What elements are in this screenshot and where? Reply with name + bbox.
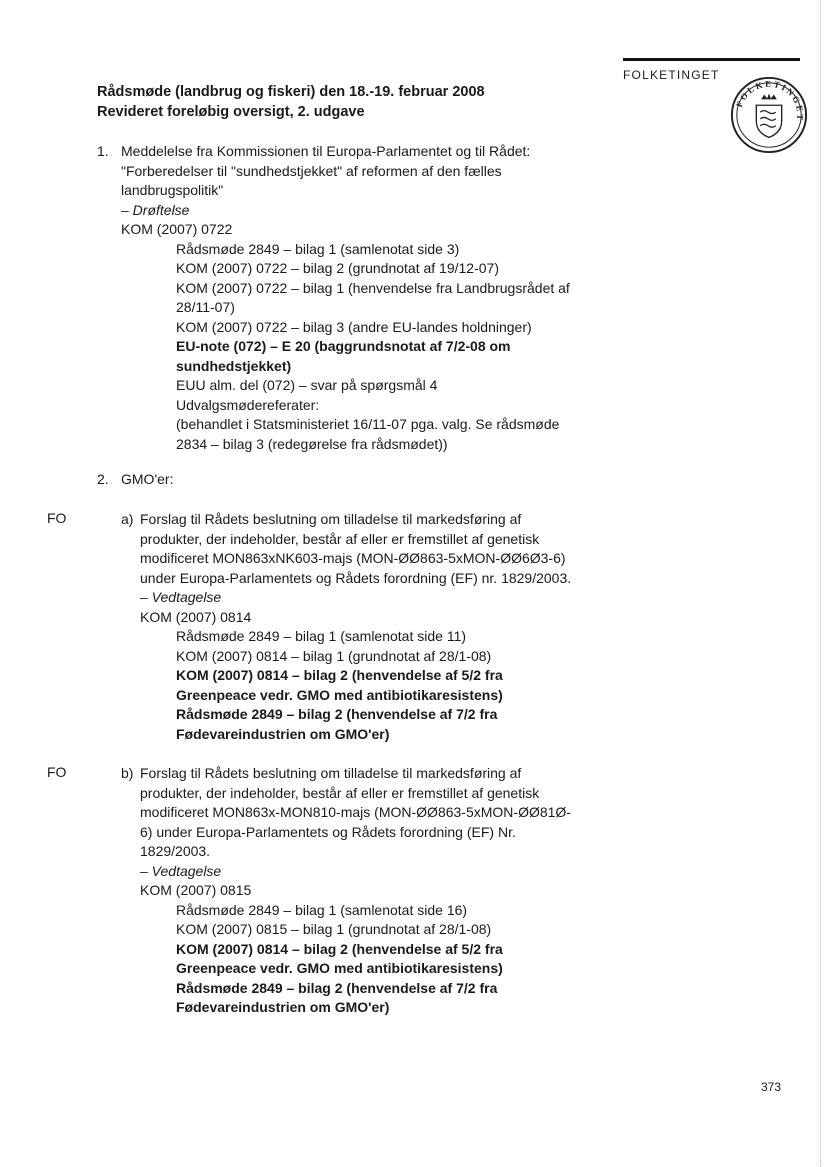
reference-line: KOM (2007) 0722 – bilag 3 (andre EU-landes holdninger)	[176, 318, 532, 335]
document-title	[97, 82, 485, 122]
item-2a-line: under Europa-Parlamentets og Rådets forordning (EF) nr. 1829/2003.	[140, 569, 572, 586]
item-1-mode: – Drøftelse	[121, 201, 190, 218]
reference-line: EUU alm. del (072) – svar på spørgsmål 4	[176, 377, 438, 393]
item-1-line: Meddelelse fra Kommissionen til Europa-Parlamentet og til Rådet:	[121, 143, 531, 159]
title-line-2: Revideret foreløbig oversigt, 2. udgave	[97, 104, 365, 120]
item-2b-marker: FO	[47, 764, 67, 780]
item-1-line: landbrugspolitik"	[121, 182, 224, 198]
reference-line: KOM (2007) 0815 – bilag 1 (grundnotat af 28/1-08)	[176, 921, 492, 937]
item-2a-mode: – Vedtagelse	[140, 589, 222, 605]
reference-line-bold: Fødevareindustrien om GMO'er)	[176, 999, 390, 1015]
reference-line-bold: Rådsmøde 2849 – bilag 2 (henvendelse af 7/2 fra	[176, 979, 498, 996]
reference-line-bold: Greenpeace vedr. GMO med antibiotikaresistens)	[176, 960, 503, 976]
reference-line: (behandlet i Statsministeriet 16/11-07 pga. valg. Se rådsmøde	[176, 416, 560, 432]
item-2a-line: modificeret MON863xNK603-majs (MON-ØØ863-5xMON-ØØ6Ø3-6)	[140, 550, 566, 566]
reference-line-bold: Fødevareindustrien om GMO'er)	[176, 725, 390, 742]
item-1	[121, 142, 530, 240]
folketinget-seal-icon	[730, 76, 808, 154]
item-2b-line: Forslag til Rådets beslutning om tilladelse til markedsføring af	[140, 765, 522, 781]
reference-line-bold: KOM (2007) 0814 – bilag 2 (henvendelse af 5/2 fra	[176, 940, 503, 957]
reference-line-bold: Rådsmøde 2849 – bilag 2 (henvendelse af 7/2 fra	[176, 706, 498, 722]
item-2b-letter: b)	[121, 765, 134, 781]
item-2a-letter: a)	[121, 511, 134, 527]
item-2b-references	[176, 901, 503, 1018]
reference-line: KOM (2007) 0722 – bilag 1 (henvendelse fra Landbrugsrådet af	[176, 279, 570, 296]
svg-text:FOLKETINGET: FOLKETINGET	[733, 78, 806, 123]
item-2a-references	[176, 627, 503, 744]
reference-line-bold: EU-note (072) – E 20 (baggrundsnotat af 7/2-08 om	[176, 338, 511, 354]
item-2b-mode: – Vedtagelse	[140, 862, 222, 879]
item-1-kom: KOM (2007) 0722	[121, 221, 233, 237]
reference-line: 28/11-07)	[176, 299, 235, 315]
reference-line-bold: KOM (2007) 0814 – bilag 2 (henvendelse af 5/2 fra	[176, 667, 503, 683]
item-1-line: "Forberedelser til "sundhedstjekket" af reformen af den fælles	[121, 162, 502, 179]
reference-line: KOM (2007) 0722 – bilag 2 (grundnotat af 19/12-07)	[176, 260, 499, 276]
item-1-number: 1.	[97, 143, 109, 159]
header-rule	[623, 58, 800, 61]
item-2a-line: Forslag til Rådets beslutning om tilladelse til markedsføring af	[140, 511, 522, 527]
scan-edge	[819, 0, 821, 1167]
item-2b-kom: KOM (2007) 0815	[140, 882, 252, 898]
reference-line: Rådsmøde 2849 – bilag 1 (samlenotat side 3)	[176, 240, 460, 257]
reference-line-bold: Greenpeace vedr. GMO med antibiotikaresistens)	[176, 686, 503, 703]
reference-line-bold: sundhedstjekket)	[176, 357, 292, 374]
item-2-label: GMO'er:	[121, 471, 174, 487]
page-number: 373	[761, 1080, 782, 1094]
item-2-number: 2.	[97, 471, 109, 487]
item-2a-kom: KOM (2007) 0814	[140, 608, 252, 625]
organization-name: FOLKETINGET	[623, 68, 720, 82]
reference-line: Rådsmøde 2849 – bilag 1 (samlenotat side 16)	[176, 901, 468, 918]
item-1-references	[176, 240, 570, 455]
item-2b	[140, 764, 571, 901]
item-2b-line: modificeret MON863x-MON810-majs (MON-ØØ863-5xMON-ØØ81Ø-	[140, 804, 571, 820]
item-2b-line: 1829/2003.	[140, 843, 211, 859]
reference-line: 2834 – bilag 3 (redegørelse fra rådsmødet))	[176, 435, 448, 452]
item-2a-line: produkter, der indeholder, består af eller er fremstillet af genetisk	[140, 530, 540, 547]
item-2b-line: produkter, der indeholder, består af eller er fremstillet af genetisk	[140, 784, 540, 801]
reference-line: KOM (2007) 0814 – bilag 1 (grundnotat af 28/1-08)	[176, 647, 492, 664]
item-2b-line: 6) under Europa-Parlamentets og Rådets forordning (EF) Nr.	[140, 823, 516, 840]
reference-line: Rådsmøde 2849 – bilag 1 (samlenotat side 11)	[176, 628, 467, 644]
item-2a-marker: FO	[47, 510, 67, 526]
item-2a	[140, 510, 571, 627]
title-line-1: Rådsmøde (landbrug og fiskeri) den 18.-19. februar 2008	[97, 84, 485, 100]
reference-line: Udvalgsmødereferater:	[176, 396, 320, 413]
